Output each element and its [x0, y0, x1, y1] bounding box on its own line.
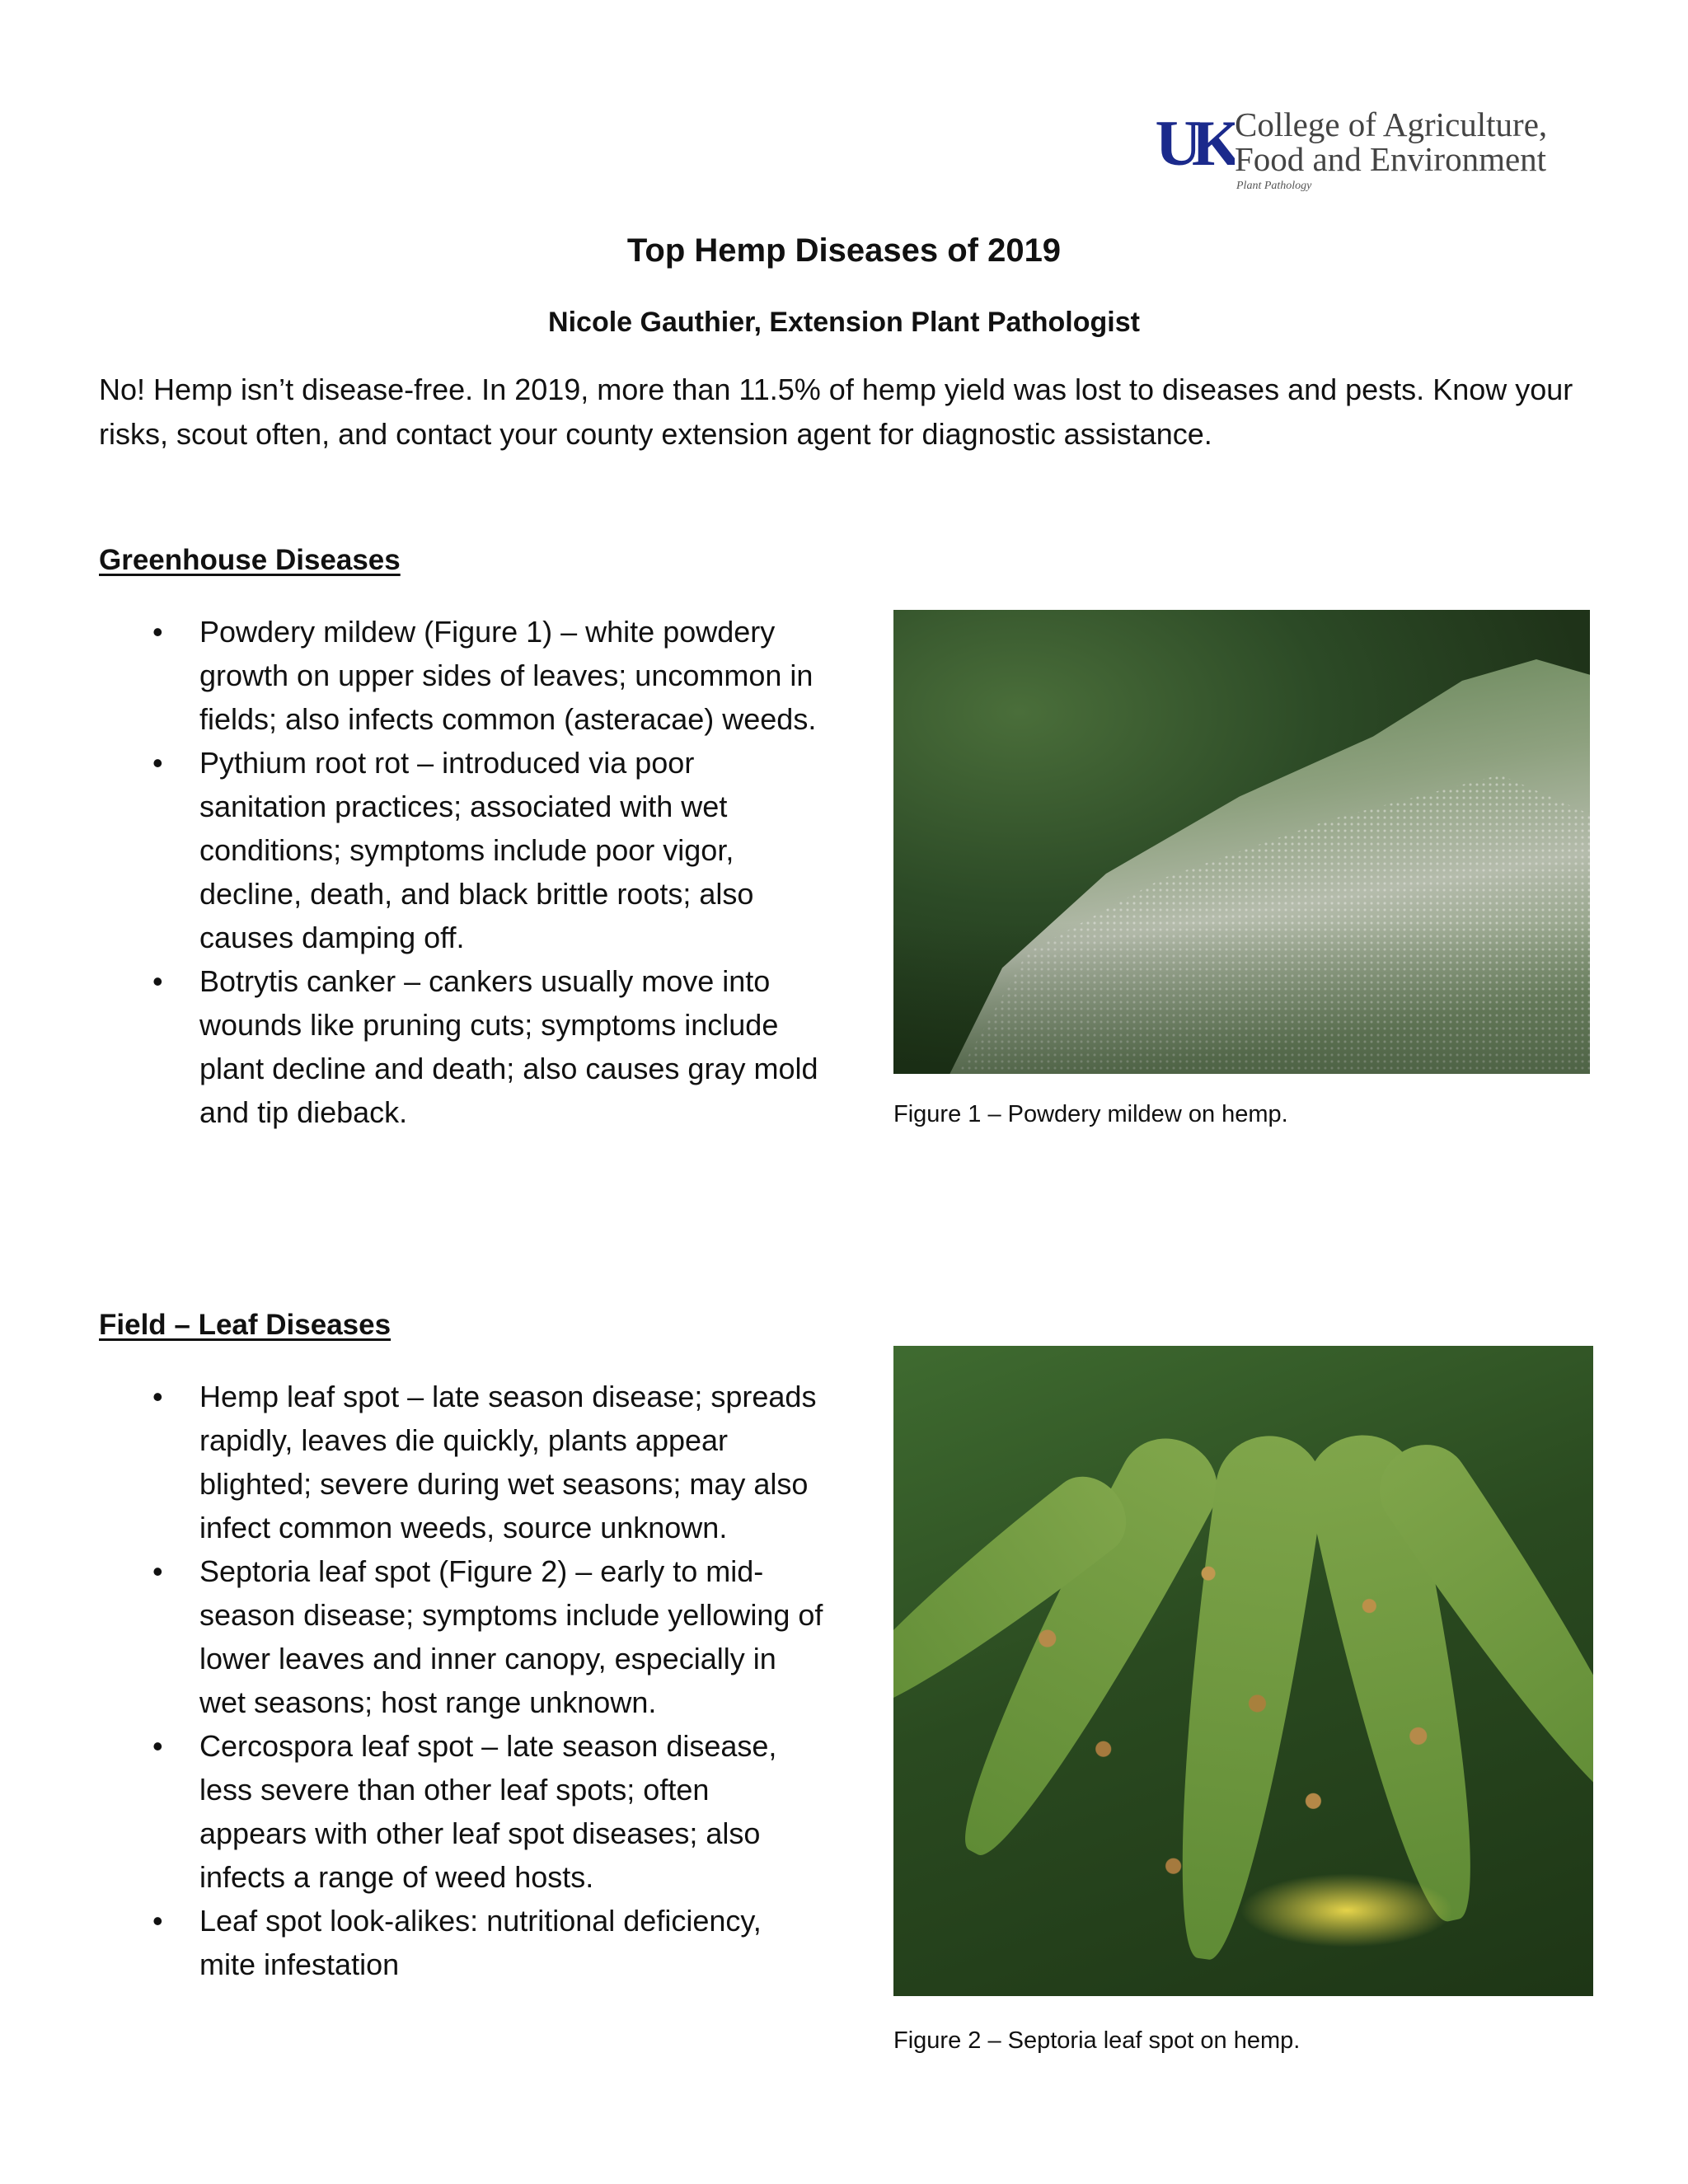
logo-line-2: Food and Environment — [1235, 140, 1547, 178]
list-item: • Cercospora leaf spot – late season disease, less severe than other leaf spots; often appears with other leaf spot diseases; also infects a range of weed hosts. — [99, 1724, 824, 1899]
logo-subline: Plant Pathology — [1236, 180, 1312, 192]
college-logo — [1152, 107, 1581, 199]
list-item: • Powdery mildew (Figure 1) – white powdery growth on upper sides of leaves; uncommon in fields; also infects common (asteracae) weeds. — [99, 610, 824, 741]
svg-text:UK: UK — [1155, 112, 1232, 175]
field-leaf-disease-list — [99, 1375, 824, 1986]
list-item: • Leaf spot look-alikes: nutritional deficiency, mite infestation — [99, 1899, 824, 1986]
list-item: • Septoria leaf spot (Figure 2) – early to mid-season disease; symptoms include yellowing of lower leaves and inner canopy, especially in wet seasons; host range unknown. — [99, 1549, 824, 1724]
figure-2-caption: Figure 2 – Septoria leaf spot on hemp. — [893, 2027, 1301, 2054]
logo-line-1: College of Agriculture, — [1235, 105, 1548, 143]
list-item: • Pythium root rot – introduced via poor sanitation practices; associated with wet conditions; symptoms include poor vigor, decline, death, and black brittle roots; also causes damping off. — [99, 741, 824, 959]
photo-shade — [893, 923, 1590, 1074]
section-heading-greenhouse: Greenhouse Diseases — [99, 544, 401, 576]
figure-1-powdery-mildew-photo — [893, 610, 1590, 1074]
intro-paragraph: No! Hemp isn’t disease-free. In 2019, more than 11.5% of hemp yield was lost to diseases and pests. Know your risks, scout often, and contact your county extension agent for diagnostic assistance. — [99, 373, 1573, 451]
yellowing-area — [1240, 1873, 1454, 1947]
list-item: • Botrytis canker – cankers usually move into wounds like pruning cuts; symptoms include plant decline and death; also causes gray mold and tip dieback. — [99, 959, 824, 1134]
section-heading-field-leaf: Field – Leaf Diseases — [99, 1309, 392, 1341]
uk-logo-icon — [1152, 112, 1235, 175]
figure-1-caption: Figure 1 – Powdery mildew on hemp. — [893, 1101, 1288, 1127]
greenhouse-disease-list — [99, 610, 824, 1134]
figure-2-septoria-photo — [893, 1346, 1593, 1996]
logo-text — [1235, 107, 1547, 193]
author-line: Nicole Gauthier, Extension Plant Pathologist — [548, 307, 1140, 338]
page-title: Top Hemp Diseases of 2019 — [626, 232, 1062, 269]
list-item: • Hemp leaf spot – late season disease; spreads rapidly, leaves die quickly, plants appear blighted; severe during wet seasons; may also infect common weeds, source unknown. — [99, 1375, 824, 1549]
